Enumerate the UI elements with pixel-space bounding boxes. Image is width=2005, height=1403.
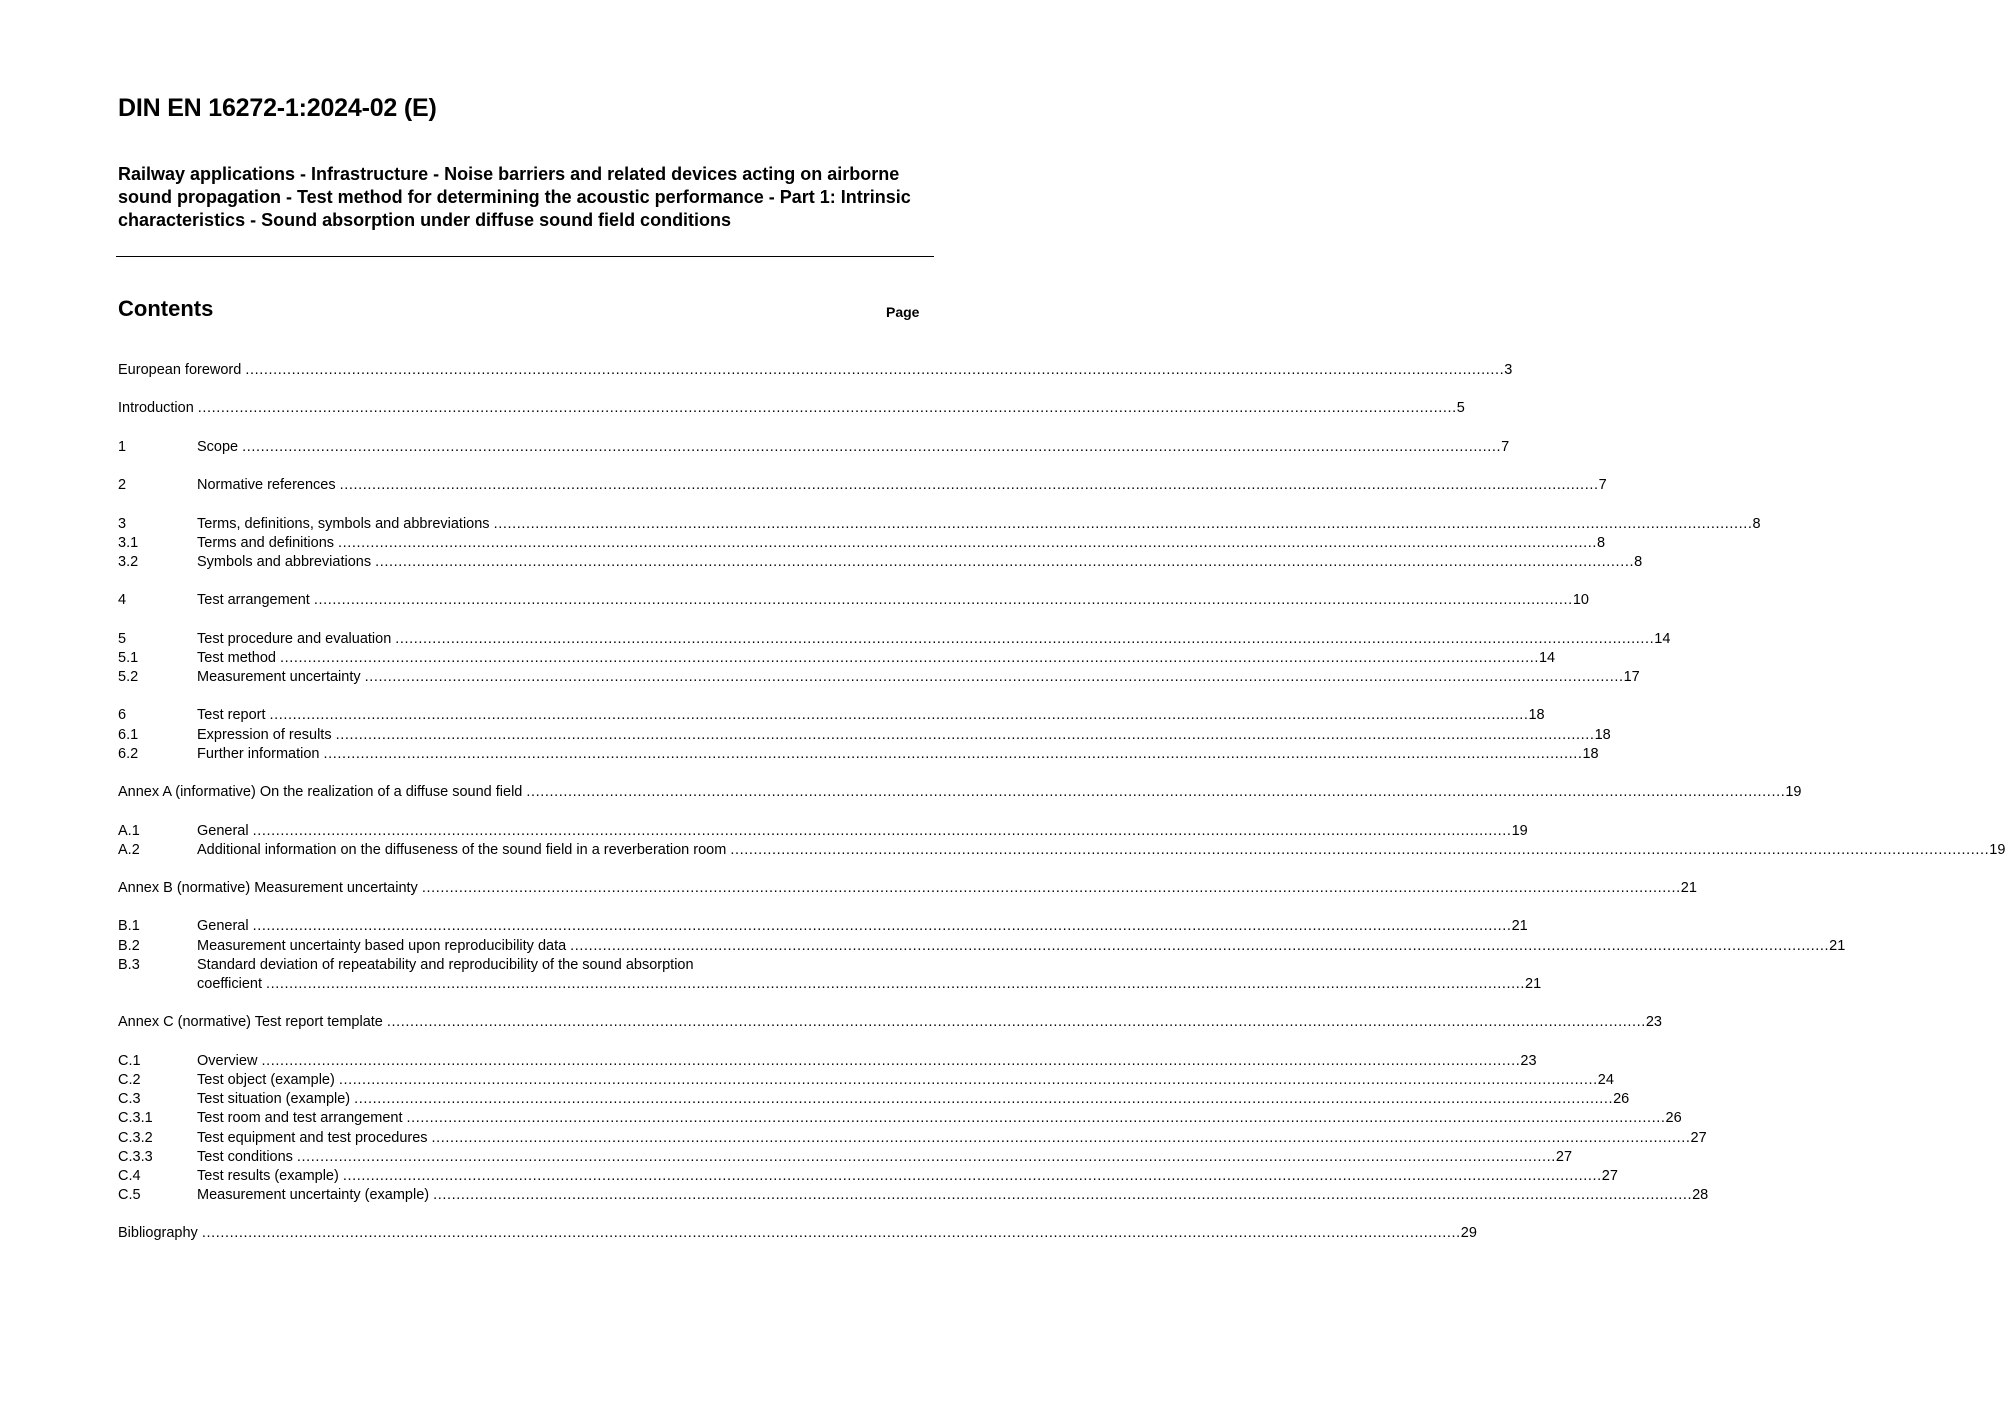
dot-leader bbox=[336, 726, 1595, 745]
toc-entry-number: 3 bbox=[118, 515, 127, 532]
toc-entry-number: C.3.3 bbox=[118, 1148, 153, 1165]
toc-entry-page: 8 bbox=[1596, 534, 1606, 551]
toc-entry-text: Test conditions bbox=[197, 1148, 293, 1165]
dot-leader bbox=[202, 1224, 1461, 1243]
toc-entry-text: Overview bbox=[197, 1052, 258, 1069]
toc-entry-b3-standard-deviation[interactable] bbox=[118, 956, 1542, 994]
toc-entry-page: 28 bbox=[1692, 1187, 1709, 1204]
toc-entry-number: 1 bbox=[118, 438, 127, 455]
dot-leader bbox=[375, 553, 1634, 572]
toc-entry-symbols-and-abbreviations[interactable] bbox=[118, 553, 1643, 572]
toc-entry-page: 29 bbox=[1460, 1225, 1477, 1242]
toc-entry-page: 5 bbox=[1456, 400, 1465, 417]
dot-leader bbox=[338, 534, 1597, 553]
toc-entry-c33-test-conditions[interactable] bbox=[118, 1148, 1573, 1167]
toc-entry-text: Annex B (normative) Measurement uncertainty bbox=[118, 880, 418, 897]
toc-entry-text: Annex A (informative) On the realization of a diffuse sound field bbox=[118, 784, 523, 801]
dot-leader bbox=[198, 399, 1457, 418]
toc-entry-text: General bbox=[197, 918, 249, 935]
toc-entry-page: 21 bbox=[1511, 918, 1528, 935]
toc-entry-page: 19 bbox=[1511, 822, 1528, 839]
toc-entry-page: 23 bbox=[1645, 1014, 1662, 1031]
toc-entry-normative-references[interactable] bbox=[118, 476, 1607, 495]
dot-leader bbox=[340, 476, 1599, 495]
toc-entry-page: 23 bbox=[1520, 1052, 1537, 1069]
toc-entry-page: 26 bbox=[1613, 1091, 1630, 1108]
dot-leader bbox=[433, 1186, 1692, 1205]
toc-entry-text: Measurement uncertainty based upon reproducibility data bbox=[197, 937, 567, 954]
dot-leader bbox=[365, 668, 1624, 687]
toc-entry-annex-a[interactable] bbox=[118, 783, 1802, 802]
page-column-label: Page bbox=[886, 304, 920, 320]
toc-entry-page: 19 bbox=[1989, 841, 2005, 858]
dot-leader bbox=[314, 591, 1573, 610]
toc-entry-page: 7 bbox=[1598, 477, 1607, 494]
toc-entry-number: C.3 bbox=[118, 1091, 141, 1108]
toc-entry-page: 7 bbox=[1501, 438, 1510, 455]
toc-entry-number: 6.2 bbox=[118, 745, 139, 762]
dot-leader bbox=[407, 1109, 1666, 1128]
toc-entry-c4-test-results[interactable] bbox=[118, 1167, 1618, 1186]
toc-entry-c5-measurement-uncertainty[interactable] bbox=[118, 1186, 1709, 1205]
dot-leader bbox=[266, 975, 1525, 994]
toc-entry-number: 5 bbox=[118, 630, 127, 647]
toc-entry-c1-overview[interactable] bbox=[118, 1052, 1537, 1071]
toc-entry-european-foreword[interactable] bbox=[118, 361, 1513, 380]
document-id: DIN EN 16272-1:2024-02 (E) bbox=[118, 94, 437, 122]
toc-entry-annex-c[interactable] bbox=[118, 1013, 1662, 1032]
dot-leader bbox=[494, 515, 1753, 534]
toc-entry-text: Test results (example) bbox=[197, 1167, 339, 1184]
toc-entry-number: 6.1 bbox=[118, 726, 139, 743]
toc-entry-page: 18 bbox=[1582, 745, 1599, 762]
toc-entry-expression-of-results[interactable] bbox=[118, 726, 1611, 745]
toc-entry-page: 14 bbox=[1654, 630, 1671, 647]
dot-leader bbox=[526, 783, 1785, 802]
toc-entry-number: 5.1 bbox=[118, 649, 139, 666]
toc-entry-measurement-uncertainty[interactable] bbox=[118, 668, 1640, 687]
toc-entry-text-continued: coefficient bbox=[197, 976, 263, 992]
toc-entry-a2-diffuseness[interactable] bbox=[118, 841, 2005, 860]
toc-entry-number: C.3.1 bbox=[118, 1110, 153, 1127]
toc-entry-page: 21 bbox=[1829, 937, 1846, 954]
toc-entry-page: 17 bbox=[1623, 669, 1640, 685]
toc-entry-c32-test-equipment[interactable] bbox=[118, 1129, 1707, 1148]
toc-entry-text: Standard deviation of repeatability and reproducibility of the sound absorption bbox=[197, 956, 694, 973]
toc-entry-text: Scope bbox=[197, 438, 239, 455]
toc-entry-text: Further information bbox=[197, 745, 320, 762]
dot-leader bbox=[261, 1052, 1520, 1071]
dot-leader bbox=[354, 1090, 1613, 1109]
dot-leader bbox=[730, 841, 1989, 860]
toc-entry-number: A.2 bbox=[118, 841, 140, 858]
toc-entry-page: 8 bbox=[1634, 553, 1643, 570]
contents-heading: Contents bbox=[118, 296, 214, 321]
toc-entry-test-arrangement[interactable] bbox=[118, 591, 1589, 610]
toc-entry-number: B.2 bbox=[118, 937, 140, 954]
toc-entry-text: Test method bbox=[197, 649, 276, 666]
toc-entry-number: C.1 bbox=[118, 1052, 141, 1069]
toc-entry-c2-test-object[interactable] bbox=[118, 1071, 1614, 1090]
toc-entry-text: Test report bbox=[197, 707, 266, 724]
toc-entry-text: General bbox=[197, 822, 249, 839]
dot-leader bbox=[253, 917, 1512, 936]
toc-entry-scope[interactable] bbox=[118, 438, 1510, 457]
toc-entry-text: Symbols and abbreviations bbox=[197, 553, 372, 570]
toc-entry-page: 8 bbox=[1752, 515, 1761, 532]
toc-entry-text: Test equipment and test procedures bbox=[197, 1129, 428, 1146]
table-of-contents bbox=[118, 361, 2005, 1244]
toc-entry-text: Introduction bbox=[118, 400, 194, 417]
toc-entry-text: Terms and definitions bbox=[197, 534, 335, 551]
toc-entry-bibliography[interactable] bbox=[118, 1224, 1477, 1243]
dot-leader bbox=[395, 630, 1654, 649]
toc-entry-text: Additional information on the diffuseness of the sound field in a reverberation room bbox=[197, 841, 727, 858]
dot-leader bbox=[339, 1071, 1598, 1090]
toc-entry-page: 18 bbox=[1594, 726, 1611, 743]
toc-entry-page: 21 bbox=[1525, 976, 1542, 992]
toc-entry-terms-definitions[interactable] bbox=[118, 515, 1761, 534]
toc-entry-number: B.3 bbox=[118, 956, 140, 973]
toc-entry-text: Expression of results bbox=[197, 726, 332, 743]
toc-entry-number: 3.1 bbox=[118, 534, 139, 551]
toc-entry-text: Terms, definitions, symbols and abbreviations bbox=[197, 515, 490, 532]
dot-leader bbox=[280, 649, 1539, 668]
toc-entry-further-information[interactable] bbox=[118, 745, 1599, 764]
toc-entry-page: 21 bbox=[1680, 880, 1697, 897]
toc-entry-test-method[interactable] bbox=[118, 649, 1556, 668]
toc-entry-b1-general[interactable] bbox=[118, 917, 1528, 936]
toc-entry-test-report[interactable] bbox=[118, 706, 1545, 725]
document-title: Railway applications - Infrastructure - Noise barriers and related devices acting on airborne sound propagation - Test method for determining the acoustic performance - Part 1: Intrinsic characteristics - Sound absorption under diffuse sound field conditions bbox=[118, 164, 911, 230]
toc-entry-page: 27 bbox=[1690, 1129, 1707, 1146]
toc-entry-c3-test-situation[interactable] bbox=[118, 1090, 1630, 1109]
toc-entry-text: Normative references bbox=[197, 477, 336, 494]
toc-entry-test-procedure[interactable] bbox=[118, 630, 1671, 649]
dot-leader bbox=[297, 1148, 1556, 1167]
toc-entry-number: C.2 bbox=[118, 1071, 141, 1088]
toc-entry-text: Test arrangement bbox=[197, 592, 310, 609]
toc-entry-page: 27 bbox=[1555, 1148, 1573, 1165]
toc-entry-text: Test procedure and evaluation bbox=[197, 630, 392, 647]
toc-entry-page: 27 bbox=[1601, 1167, 1618, 1184]
toc-entry-number: B.1 bbox=[118, 918, 140, 935]
dot-leader bbox=[245, 361, 1504, 380]
toc-entry-number: C.4 bbox=[118, 1167, 141, 1184]
dot-leader bbox=[242, 438, 1501, 457]
toc-entry-text: Measurement uncertainty (example) bbox=[197, 1187, 430, 1204]
toc-entry-page: 26 bbox=[1665, 1110, 1682, 1127]
toc-entry-page: 10 bbox=[1572, 592, 1589, 609]
toc-entry-text: Test object (example) bbox=[197, 1071, 335, 1088]
toc-entry-annex-b[interactable] bbox=[118, 879, 1697, 898]
toc-entry-introduction[interactable] bbox=[118, 399, 1465, 418]
title-divider bbox=[116, 256, 934, 257]
toc-entry-terms-and-definitions[interactable] bbox=[118, 534, 1606, 553]
toc-entry-page: 3 bbox=[1504, 362, 1513, 378]
dot-leader bbox=[387, 1013, 1646, 1032]
toc-entry-number: A.1 bbox=[118, 822, 140, 839]
toc-entry-number: 3.2 bbox=[118, 553, 139, 570]
toc-entry-text: Test room and test arrangement bbox=[197, 1110, 403, 1127]
toc-entry-text: Annex C (normative) Test report template bbox=[118, 1014, 383, 1031]
toc-entry-text: Bibliography bbox=[118, 1225, 198, 1242]
toc-entry-number: 5.2 bbox=[118, 669, 139, 685]
toc-entry-page: 19 bbox=[1785, 784, 1802, 801]
toc-entry-number: 4 bbox=[118, 592, 127, 609]
toc-entry-continuation bbox=[197, 975, 1541, 994]
toc-entry-text: European foreword bbox=[118, 362, 242, 378]
dot-leader bbox=[422, 879, 1681, 898]
toc-entry-b2-reproducibility[interactable] bbox=[118, 937, 1846, 956]
toc-entry-number: 6 bbox=[118, 707, 127, 724]
toc-entry-text: Measurement uncertainty bbox=[197, 669, 361, 685]
toc-entry-a1-general[interactable] bbox=[118, 822, 1528, 841]
toc-entry-number: C.3.2 bbox=[118, 1129, 153, 1146]
toc-entry-text: Test situation (example) bbox=[197, 1091, 351, 1108]
dot-leader bbox=[343, 1167, 1602, 1186]
toc-entry-number: C.5 bbox=[118, 1187, 141, 1204]
dot-leader bbox=[270, 706, 1529, 725]
dot-leader bbox=[324, 745, 1583, 764]
toc-entry-multiline bbox=[197, 956, 1541, 994]
toc-entry-page: 18 bbox=[1528, 707, 1545, 724]
dot-leader bbox=[570, 937, 1829, 956]
dot-leader bbox=[432, 1129, 1691, 1148]
toc-entry-c31-test-room[interactable] bbox=[118, 1109, 1682, 1128]
dot-leader bbox=[253, 822, 1512, 841]
toc-entry-number: 2 bbox=[118, 477, 127, 494]
toc-entry-page: 14 bbox=[1538, 649, 1556, 666]
toc-entry-page: 24 bbox=[1597, 1071, 1614, 1088]
